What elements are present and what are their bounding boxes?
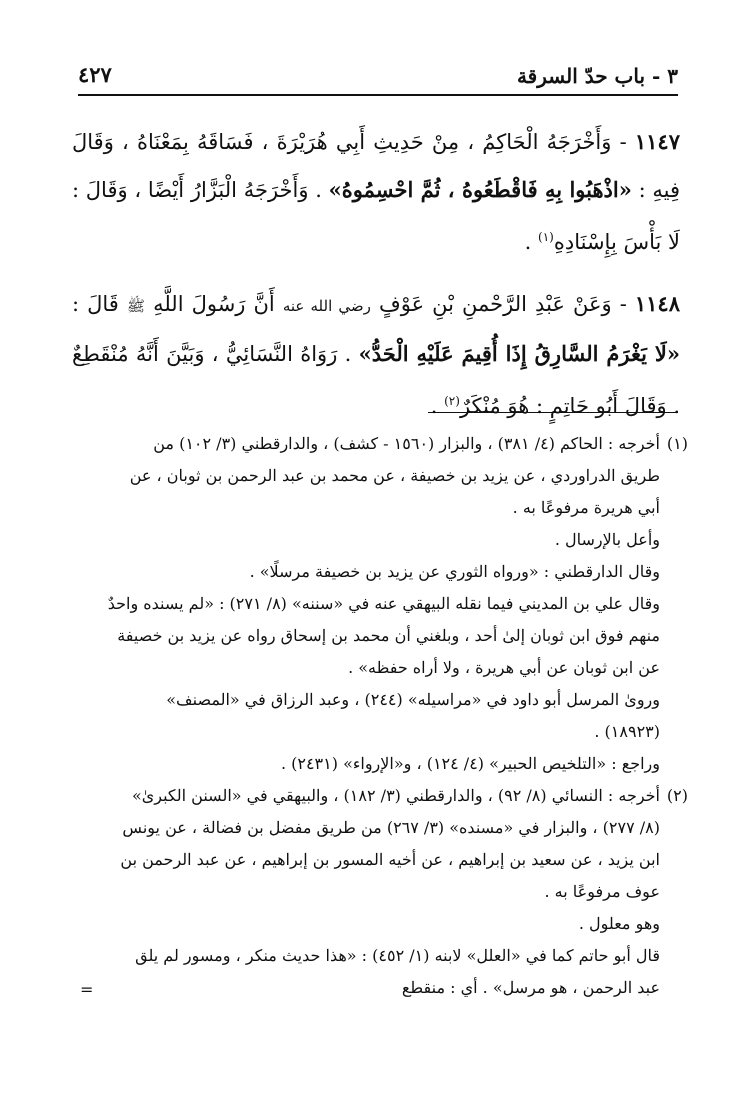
footnotes (68, 428, 688, 1004)
footnote-line: عبد الرحمن ، هو مرسل» . أي : منقطع (401, 978, 660, 997)
page-number: ٤٢٧ (78, 62, 112, 87)
footnote-ref-2: (٢) (444, 394, 460, 408)
prophetic-quote: «لَا يَغْرَمُ السَّارِقُ إِذَا أُقِيمَ عَلَيْهِ الْحَدُّ» (358, 341, 680, 366)
footnote-line: وهو معلول . (578, 914, 660, 933)
footnote-number: (١) (666, 434, 688, 453)
hadith-text: . رَوَاهُ النَّسَائِيُّ ، وَبَيَّنَ أَنَّهُ مُنْقَطِعٌ . وَقَالَ أَبُو حَاتِمٍ : هُوَ مُنْكَرٌ (72, 342, 680, 418)
footnote-line: وأعل بالإرسال . (554, 530, 660, 549)
hadith-text: وَأَخْرَجَهُ الْحَاكِمُ ، مِنْ حَدِيثِ أَبِي هُرَيْرَةَ ، فَسَاقَهُ بِمَعْنَاهُ ، وَقَالَ فِيهِ : (72, 130, 681, 202)
footnote-number: (٢) (666, 786, 688, 805)
footnote-line: عوف مرفوعًا به . (544, 882, 660, 901)
hadith-text: وَعَنْ عَبْدِ الرَّحْمنِ بْنِ عَوْفٍ (370, 292, 612, 316)
hadith-end: . (430, 394, 445, 418)
salawat-symbol: ﷺ (126, 297, 146, 315)
footnote-line: وروىٰ المرسل أبو داود في «مراسيله» (٢٤٤) ، وعبد الرزاق في «المصنف» (166, 690, 660, 709)
footnote-line: طريق الدراوردي ، عن يزيد بن خصيفة ، عن محمد بن عبد الرحمن بن ثوبان ، عن (129, 466, 660, 485)
hadith-end: . (524, 230, 539, 254)
hadith-dash: - (611, 130, 635, 154)
footnote-line: عن ابن ثوبان عن أبي هريرة ، ولا أراه حفظه» . (348, 658, 660, 677)
hadith-number: ١١٤٨ (634, 291, 680, 316)
hadith-text: . وَأَخْرَجَهُ الْبَزَّارُ أَيْضًا ، وَقَالَ : لَا بَأْسَ بِإِسْنَادِهِ (72, 178, 680, 254)
footnote-line: وقال الدارقطني : «ورواه الثوري عن يزيد بن خصيفة مرسلًا» . (249, 562, 660, 581)
continuation-mark: = (80, 980, 94, 999)
footnote-1 (68, 428, 688, 780)
hadith-number: ١١٤٧ (634, 129, 680, 154)
footnote-line: وقال علي بن المديني فيما نقله البيهقي عنه في «سننه» (٨/ ٢٧١) : «لم يسنده واحدٌ (107, 594, 660, 613)
footnote-separator (428, 412, 678, 413)
footnote-2 (68, 780, 688, 1004)
footnote-line: (١٨٩٢٣) . (594, 722, 660, 741)
footnote-line (68, 428, 688, 460)
header-rule (78, 94, 678, 96)
footnote-line: ابن يزيد ، عن سعيد بن إبراهيم ، عن أخيه المسور بن إبراهيم ، عن عبد الرحمن بن (120, 850, 660, 869)
chapter-title: ٣ - باب حدّ السرقة (516, 64, 678, 88)
page-header (78, 58, 678, 96)
footnote-line: (٨/ ٢٧٧) ، والبزار في «مسنده» (٣/ ٢٦٧) من طريق مفضل بن فضالة ، عن يونس (122, 818, 660, 837)
footnote-line: أبي هريرة مرفوعًا به . (512, 498, 660, 517)
footnote-line: وراجع : «التلخيص الحبير» (٤/ ١٢٤) ، و«الإرواء» (٢٤٣١) . (280, 754, 660, 773)
footnote-line: منهم فوق ابن ثوبان إلىٰ أحد ، وبلغني أن محمد بن إسحاق رواه عن يزيد بن خصيفة (117, 626, 660, 645)
footnote-text: أخرجه : النسائي (٨/ ٩٢) ، والدارقطني (٣/ ١٨٢) ، والبيهقي في «السنن الكبرىٰ» (131, 786, 660, 805)
hadith-text: قَالَ : (72, 292, 127, 316)
footnote-text: أخرجه : الحاكم (٤/ ٣٨١) ، والبزار (١٥٦٠ - كشف) ، والدارقطني (٣/ ١٠٢) من (153, 434, 660, 453)
hadith-1148 (72, 280, 680, 430)
footnote-line (68, 780, 688, 812)
main-text (72, 118, 680, 430)
prophetic-quote: «اذْهَبُوا بِهِ فَاقْطَعُوهُ ، ثُمَّ احْسِمُوهُ» (328, 177, 632, 202)
footnote-ref-1: (١) (538, 230, 554, 244)
hadith-text: أَنَّ رَسُولَ اللَّهِ (145, 292, 283, 316)
honorific-symbol: رضي الله عنه (282, 297, 371, 315)
hadith-1147 (72, 118, 680, 266)
footnote-line: قال أبو حاتم كما في «العلل» لابنه (١/ ٤٥٢) : «هذا حديث منكر ، ومسور لم يلق (135, 946, 660, 965)
hadith-dash: - (611, 292, 635, 316)
